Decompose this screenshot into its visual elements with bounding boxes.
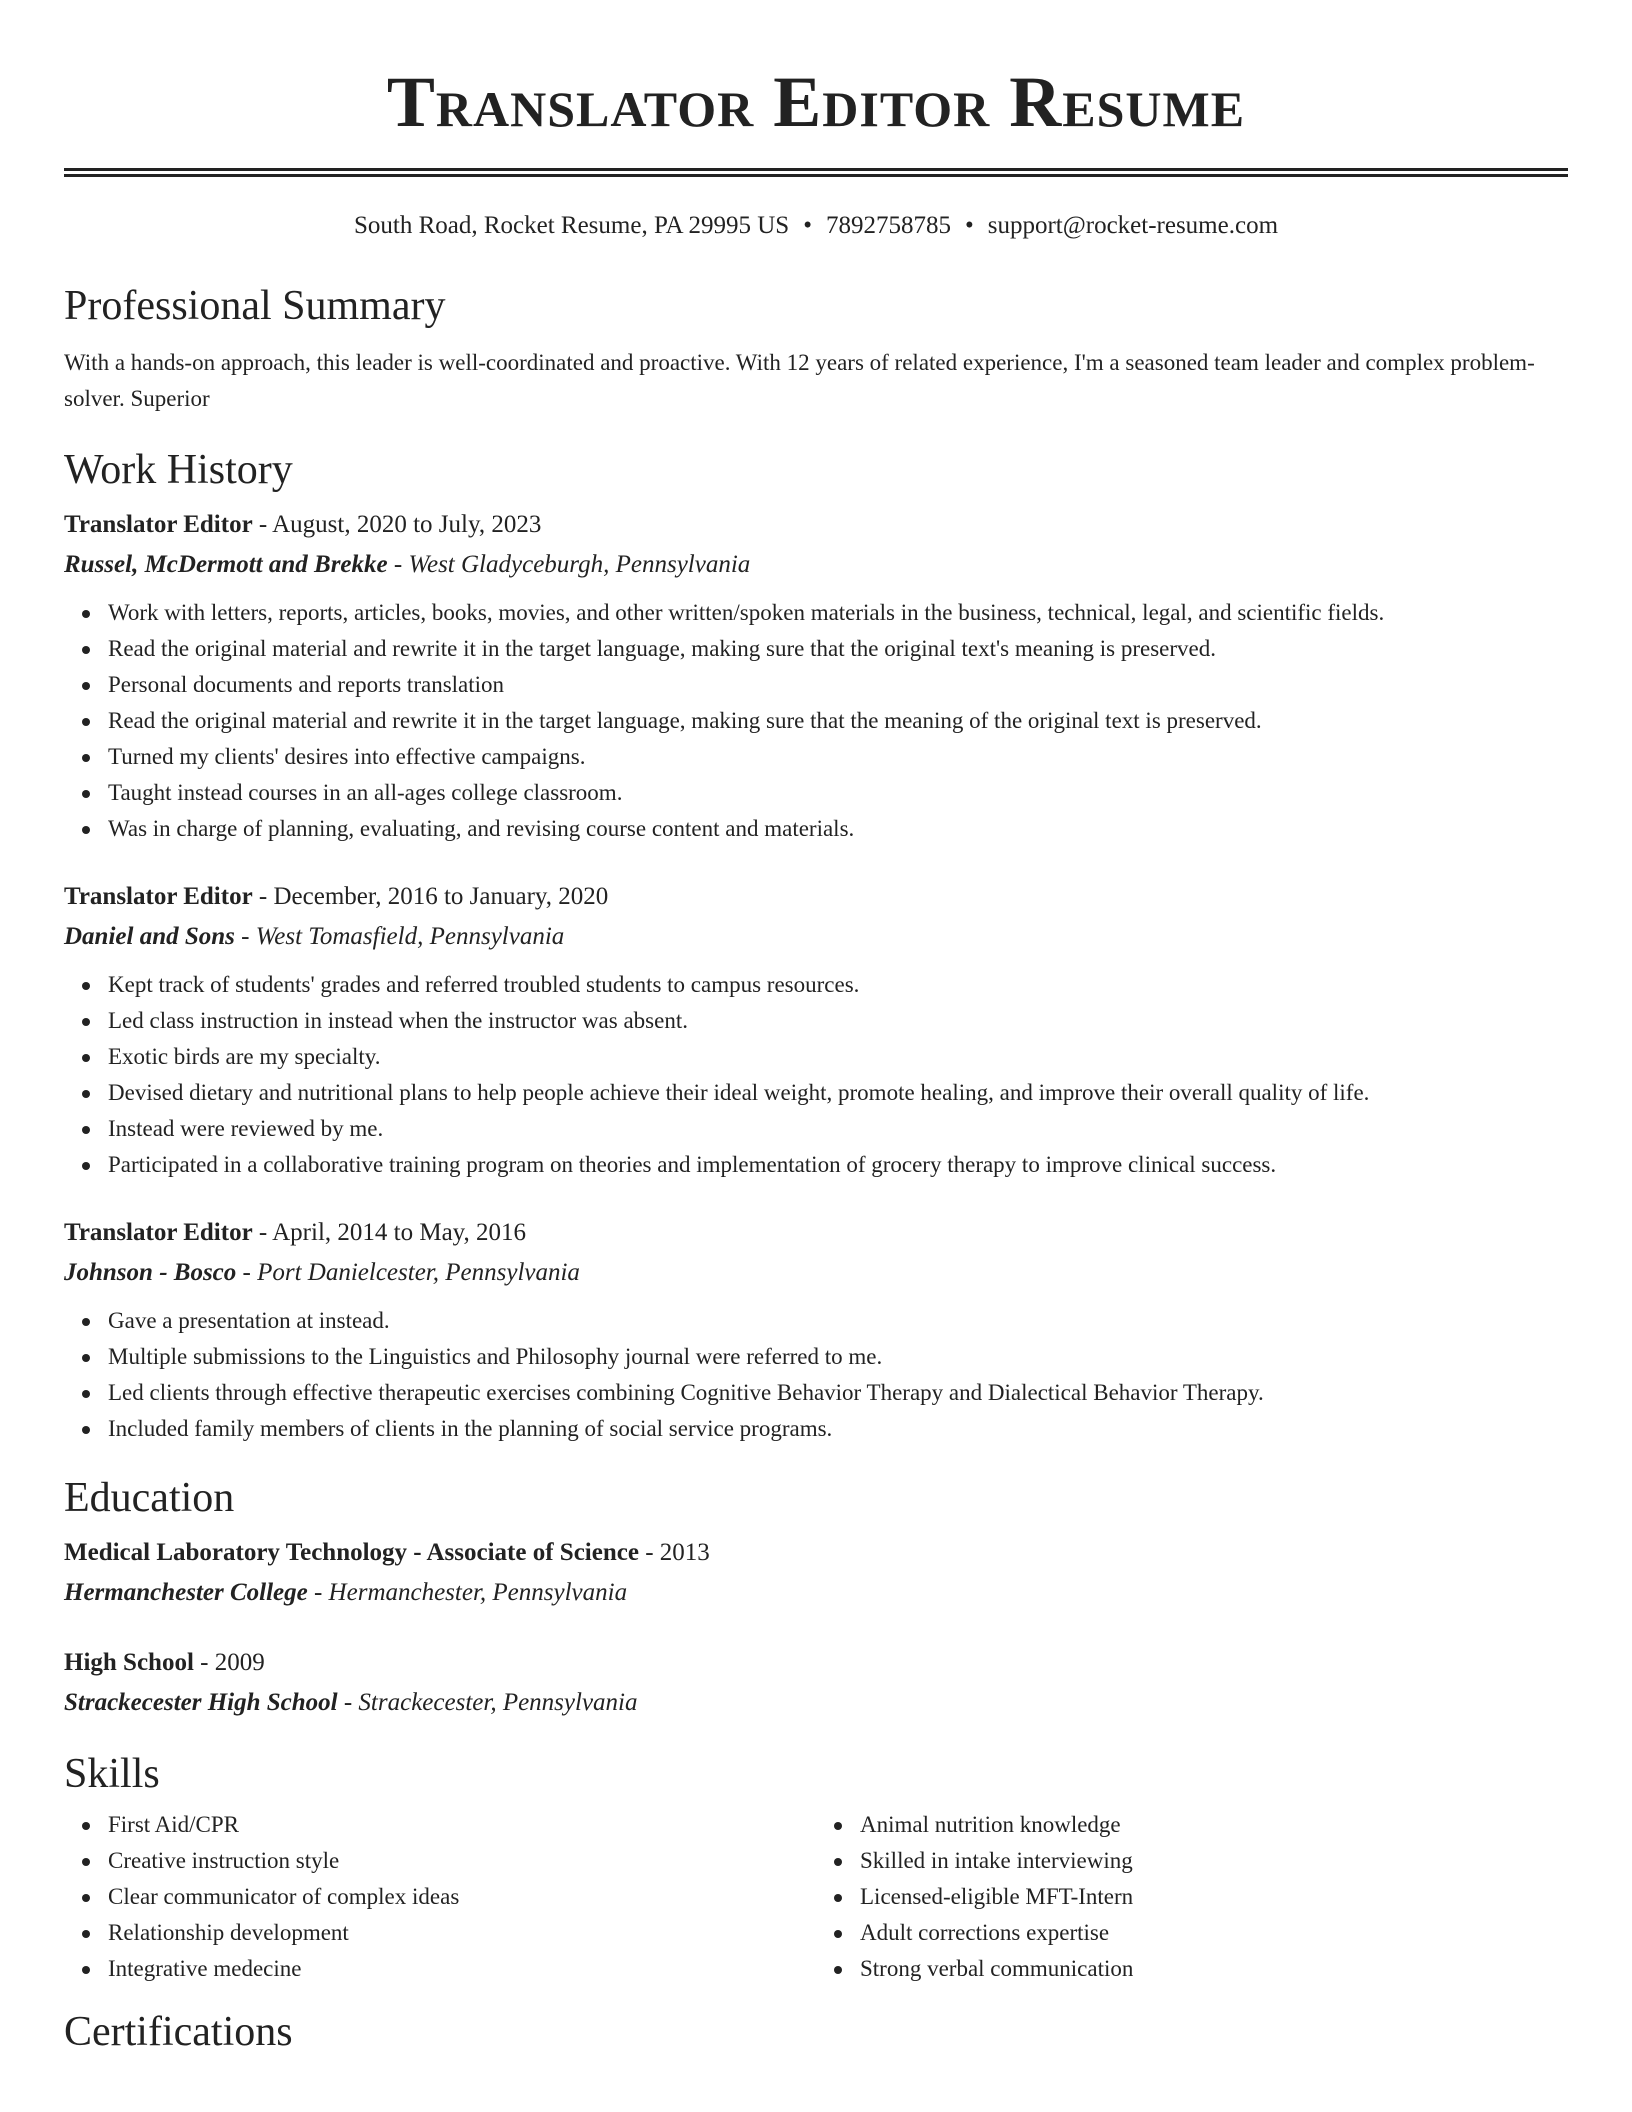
- education-degree-line: [64, 1533, 1568, 1573]
- job-title: Translator Editor: [64, 1219, 253, 1246]
- job-company: Daniel and Sons: [64, 923, 235, 950]
- education-location: - Strackecester, Pennsylvania: [337, 1689, 638, 1716]
- skills-list-right: [816, 1807, 1568, 1987]
- contact-separator: •: [964, 212, 974, 239]
- summary-heading: Professional Summary: [64, 283, 446, 329]
- list-item: Turned my clients' desires into effective campaigns.: [108, 739, 1568, 775]
- job-duties-list: [64, 967, 1568, 1183]
- job-title: Translator Editor: [64, 511, 253, 538]
- job-company: Russel, McDermott and Brekke: [64, 551, 388, 578]
- list-item: Read the original material and rewrite it in the target language, making sure that the original text's meaning is preserved.: [108, 631, 1568, 667]
- contact-address: South Road, Rocket Resume, PA 29995 US: [353, 212, 790, 239]
- list-item: Strong verbal communication: [860, 1951, 1568, 1987]
- job-employer-line: [64, 545, 1568, 585]
- list-item: Led class instruction in instead when the instructor was absent.: [108, 1003, 1568, 1039]
- list-item: Exotic birds are my specialty.: [108, 1039, 1568, 1075]
- list-item: Read the original material and rewrite it in the target language, making sure that the meaning of the original text is preserved.: [108, 703, 1568, 739]
- list-item: Personal documents and reports translation: [108, 667, 1568, 703]
- list-item: Licensed-eligible MFT-Intern: [860, 1879, 1568, 1915]
- resume-page: [64, 0, 1568, 2057]
- job-duties-list: [64, 595, 1568, 847]
- list-item: Relationship development: [108, 1915, 816, 1951]
- education-degree: Medical Laboratory Technology - Associate of Science: [64, 1539, 639, 1566]
- list-item: Instead were reviewed by me.: [108, 1111, 1568, 1147]
- job-role-line: [64, 1213, 1568, 1253]
- education-heading: Education: [64, 1475, 235, 1521]
- summary-text: With a hands-on approach, this leader is well-coordinated and proactive. With 12 years of related experience, I'm a seasoned team leader and complex problem-solver. Superior: [64, 350, 1535, 411]
- job-dates: - December, 2016 to January, 2020: [252, 883, 609, 910]
- certifications-heading: Certifications: [64, 2009, 293, 2055]
- education-school: Strackecester High School: [64, 1689, 338, 1716]
- education-entry: [64, 1643, 1568, 1723]
- job-entry: [64, 1213, 1568, 1447]
- education-location: - Hermanchester, Pennsylvania: [307, 1579, 628, 1606]
- list-item: Work with letters, reports, articles, books, movies, and other written/spoken materials in the business, technical, legal, and scientific fields.: [108, 595, 1568, 631]
- education-degree-line: [64, 1643, 1568, 1683]
- job-company: Johnson - Bosco: [64, 1259, 237, 1286]
- list-item: Devised dietary and nutritional plans to help people achieve their ideal weight, promote healing, and improve their overall quality of life.: [108, 1075, 1568, 1111]
- list-item: Kept track of students' grades and referred troubled students to campus resources.: [108, 967, 1568, 1003]
- education-year: - 2013: [638, 1539, 710, 1566]
- list-item: Skilled in intake interviewing: [860, 1843, 1568, 1879]
- contact-phone: 7892758785: [825, 212, 951, 239]
- list-item: First Aid/CPR: [108, 1807, 816, 1843]
- work-history-heading: Work History: [64, 447, 293, 493]
- education-school-line: [64, 1573, 1568, 1613]
- education-entry: [64, 1533, 1568, 1613]
- list-item: Participated in a collaborative training program on theories and implementation of grocery therapy to improve clinical success.: [108, 1147, 1568, 1183]
- list-item: Animal nutrition knowledge: [860, 1807, 1568, 1843]
- job-duties-list: [64, 1303, 1568, 1447]
- job-employer-line: [64, 1253, 1568, 1293]
- contact-separator: •: [803, 212, 812, 239]
- resume-title: Translator Editor Resume: [386, 62, 1246, 142]
- job-dates: - August, 2020 to July, 2023: [252, 511, 542, 538]
- job-dates: - April, 2014 to May, 2016: [252, 1219, 527, 1246]
- skills-list-left: [64, 1807, 816, 1987]
- list-item: Integrative medecine: [108, 1951, 816, 1987]
- education-school-line: [64, 1683, 1568, 1723]
- job-location: - West Gladyceburgh, Pennsylvania: [387, 551, 751, 578]
- job-role-line: [64, 505, 1568, 545]
- list-item: Led clients through effective therapeutic exercises combining Cognitive Behavior Therapy and Dialectical Behavior Therapy.: [108, 1375, 1568, 1411]
- list-item: Multiple submissions to the Linguistics and Philosophy journal were referred to me.: [108, 1339, 1568, 1375]
- list-item: Gave a presentation at instead.: [108, 1303, 1568, 1339]
- job-location: - Port Danielcester, Pennsylvania: [236, 1259, 580, 1286]
- skills-heading: Skills: [64, 1751, 160, 1797]
- list-item: Was in charge of planning, evaluating, and revising course content and materials.: [108, 811, 1568, 847]
- job-entry: [64, 877, 1568, 1183]
- job-role-line: [64, 877, 1568, 917]
- title-divider: [64, 168, 1568, 177]
- education-school: Hermanchester College: [64, 1579, 308, 1606]
- list-item: Taught instead courses in an all-ages college classroom.: [108, 775, 1568, 811]
- skills-grid: [64, 1807, 1568, 1987]
- job-employer-line: [64, 917, 1568, 957]
- list-item: Creative instruction style: [108, 1843, 816, 1879]
- list-item: Clear communicator of complex ideas: [108, 1879, 816, 1915]
- job-entry: [64, 505, 1568, 847]
- list-item: Adult corrections expertise: [860, 1915, 1568, 1951]
- contact-email: support@rocket-resume.com: [987, 212, 1279, 239]
- job-location: - West Tomasfield, Pennsylvania: [234, 923, 565, 950]
- job-title: Translator Editor: [64, 883, 253, 910]
- contact-line: [64, 211, 1568, 241]
- education-year: - 2009: [193, 1649, 265, 1676]
- education-degree: High School: [64, 1649, 194, 1676]
- list-item: Included family members of clients in the planning of social service programs.: [108, 1411, 1568, 1447]
